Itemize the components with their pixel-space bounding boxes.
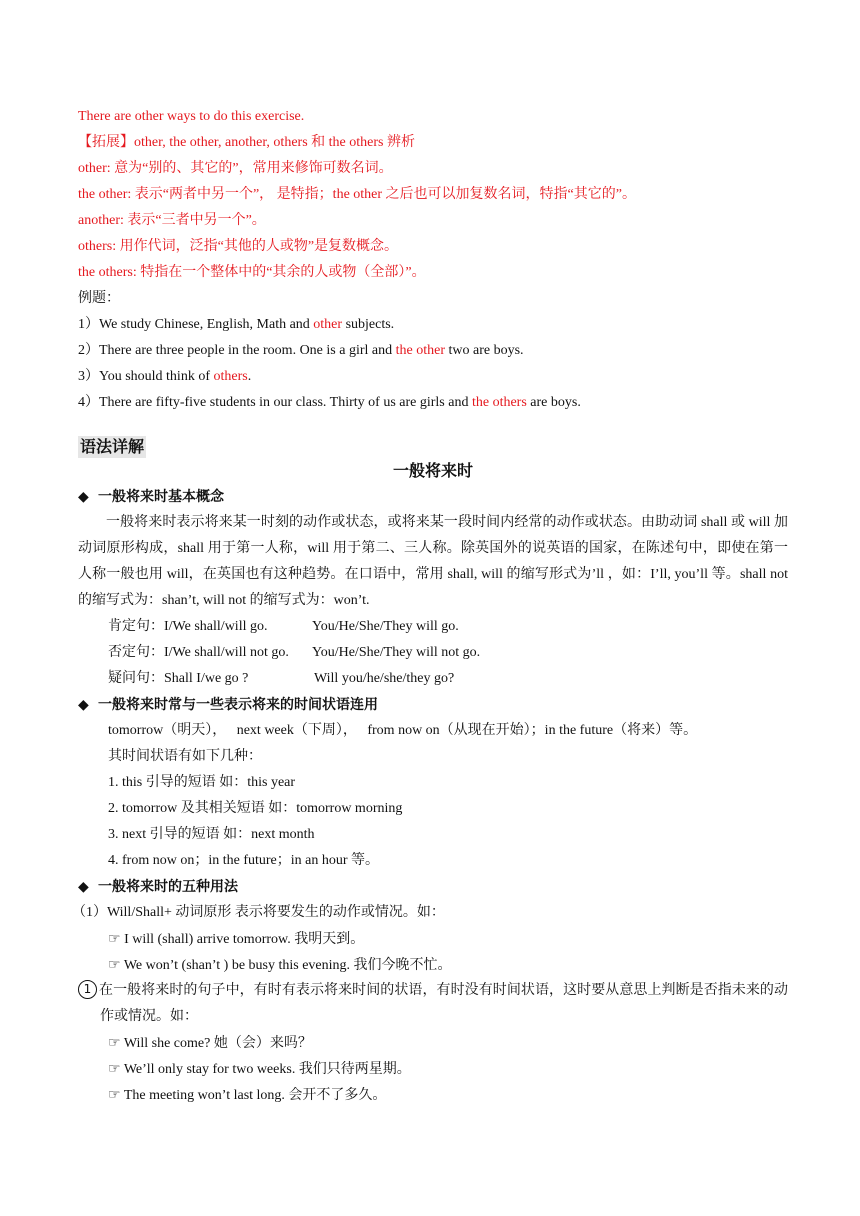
example-text: are boys. <box>526 395 581 410</box>
heading-text: 一般将来时基本概念 <box>98 489 224 505</box>
section-title: 一般将来时 <box>392 461 473 480</box>
extension-item: the other: 表示“两者中另一个”， 是特指；the other 之后也可以加复数名词，特指“其它的”。 <box>78 187 636 202</box>
extension-item: others: 用作代词，泛指“其他的人或物”是复数概念。 <box>78 239 399 254</box>
extension-item: other: 意为“别的、其它的”，常用来修饰可数名词。 <box>78 161 393 176</box>
example-text: two are boys. <box>444 343 524 358</box>
circled-number: 1 <box>78 980 97 999</box>
pointing-hand-icon: ☞ <box>108 1087 121 1103</box>
example-text: 1）We study Chinese, English, Math and <box>78 317 314 332</box>
usage-heading <box>78 874 788 900</box>
diamond-icon: ◆ <box>78 697 89 713</box>
form-label: 疑问句： <box>108 671 164 686</box>
example-sentence: The meeting won’t last long. 会开不了多久。 <box>123 1088 387 1103</box>
extension-title: 【拓展】other, the other, another, others 和 the others 辨析 <box>78 135 415 150</box>
example-text: subjects. <box>342 317 395 332</box>
adverbials-heading <box>78 692 788 718</box>
section-tag: 语法详解 <box>80 437 145 456</box>
pointing-hand-icon: ☞ <box>108 1061 121 1077</box>
example-highlight: the others <box>471 395 527 410</box>
form-label: 肯定句： <box>108 619 164 634</box>
form-row <box>78 614 788 640</box>
form-row <box>78 666 788 692</box>
example-line <box>78 312 788 338</box>
usage-example <box>78 1030 788 1056</box>
form-second: You/He/She/They will not go. <box>312 645 481 660</box>
example-text: 3）You should think of <box>78 369 214 384</box>
form-second: You/He/She/They will go. <box>312 619 459 634</box>
pointing-hand-icon: ☞ <box>108 931 121 947</box>
example-text: 4）There are fifty-five students in our class. Thirty of us are girls and <box>78 395 472 410</box>
usage-example <box>78 1056 788 1082</box>
usage-note <box>78 978 788 1030</box>
example-sentence: I will (shall) arrive tomorrow. 我明天到。 <box>124 932 365 947</box>
extension-item: the others: 特指在一个整体中的“其余的人或物（全部）”。 <box>78 265 426 280</box>
note-text: 在一般将来时的句子中，有时有表示将来时间的状语，有时没有时间状语，这时要从意思上判断是否指未来的动作或情况。如： <box>99 983 788 1024</box>
form-first: I/We shall/will go. <box>164 619 268 634</box>
adverbial-item: 1. this 引导的短语 如：this year <box>108 775 296 790</box>
form-first: Shall I/we go ? <box>164 671 249 686</box>
document-page <box>72 104 788 1108</box>
heading-text: 一般将来时常与一些表示将来的时间状语连用 <box>98 697 378 713</box>
diamond-icon: ◆ <box>78 489 89 505</box>
form-label: 否定句： <box>108 645 164 660</box>
example-highlight: others <box>213 369 248 384</box>
top-note: There are other ways to do this exercise. <box>78 109 305 124</box>
usage-example <box>78 926 788 952</box>
adverbials-line: 其时间状语有如下几种： <box>108 749 262 764</box>
adverbials-line: tomorrow（明天）， next week（下周）， from now on（从现在开始）；in the future（将来）等。 <box>108 723 698 738</box>
adverbial-item: 2. tomorrow 及其相关短语 如：tomorrow morning <box>108 801 403 816</box>
usage-rule: （1）Will/Shall+ 动词原形 表示将要发生的动作或情况。如： <box>72 905 445 920</box>
example-text: . <box>247 369 252 384</box>
heading-text: 一般将来时的五种用法 <box>98 879 238 895</box>
concept-heading <box>78 484 788 510</box>
pointing-hand-icon: ☞ <box>108 957 121 973</box>
form-second: Will you/he/she/they go? <box>314 671 455 686</box>
pointing-hand-icon: ☞ <box>108 1035 121 1051</box>
example-line <box>78 390 788 416</box>
concept-paragraph: 一般将来时表示将来某一时刻的动作或状态，或将来某一段时间内经常的动作或状态。由助动词 shall 或 will 加动词原形构成，shall 用于第一人称，will 用于第二、三人称。除英国外的说英语的国家，在陈述句中，即使在第一人称一般也用 will，在英国也有这种趋势。在口语中，常用 shall, will 的缩写形式为’ll ，如：I’ll, you’ll 等。shall not 的缩写式为：shan’t, will not 的缩写式为：won’t. <box>78 515 788 608</box>
adverbial-item: 4. from now on；in the future；in an hour 等。 <box>108 853 380 868</box>
example-sentence: We’ll only stay for two weeks. 我们只待两星期。 <box>123 1062 411 1077</box>
example-line <box>78 364 788 390</box>
diamond-icon: ◆ <box>78 879 89 895</box>
adverbial-item: 3. next 引导的短语 如：next month <box>108 827 315 842</box>
example-highlight: other <box>313 317 343 332</box>
example-sentence: Will she come? 她（会）来吗？ <box>123 1036 312 1051</box>
example-sentence: We won’t (shan’t ) be busy this evening. 我们今晚不忙。 <box>123 958 452 973</box>
usage-example <box>78 952 788 978</box>
example-highlight: the other <box>395 343 445 358</box>
form-row <box>78 640 788 666</box>
extension-item: another: 表示“三者中另一个”。 <box>78 213 266 228</box>
examples-label: 例题： <box>78 291 120 306</box>
usage-example <box>78 1082 788 1108</box>
form-first: I/We shall/will not go. <box>164 645 289 660</box>
example-text: 2）There are three people in the room. One is a girl and <box>78 343 396 358</box>
example-line <box>78 338 788 364</box>
